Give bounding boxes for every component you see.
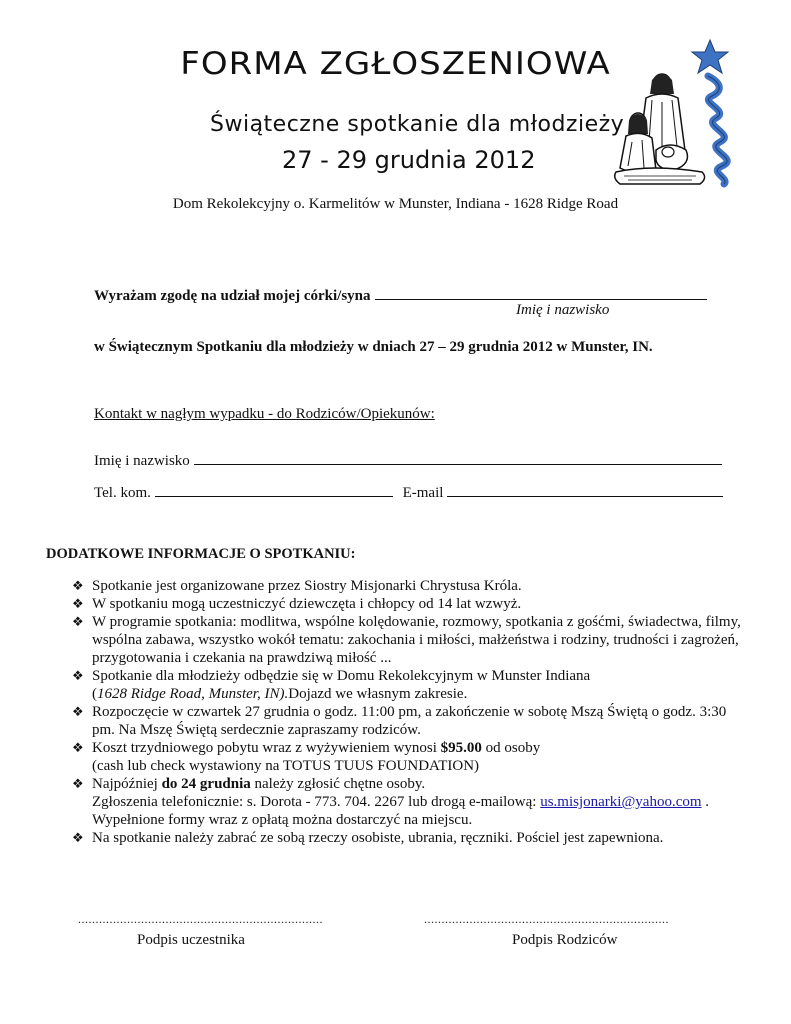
bullet-icon: ❖ [72,704,84,719]
list-item: ❖ Koszt trzydniowego pobytu wraz z wyżywieniem wynosi $95.00 od osoby (cash lub check wystawiony na TOTUS TUUS FOUNDATION) [72,740,541,774]
bullet-icon: ❖ [72,596,84,611]
emergency-name-field[interactable] [194,450,722,465]
list-item: ❖ Rozpoczęcie w czwartek 27 grudnia o godz. 11:00 pm, a zakończenie w sobotę Mszą Świętą o godz. 3:30 pm. Na Mszę Świętą serdecznie zapraszamy rodziców. [72,704,727,738]
emergency-contact-heading: Kontakt w nagłym wypadku - do Rodziców/Opiekunów: [94,406,435,422]
consent-label: Wyrażam zgodę na udział mojej córki/syna [94,288,371,304]
bullet-icon: ❖ [72,668,84,683]
additional-info-heading: DODATKOWE INFORMACJE O SPOTKANIU: [46,546,356,562]
event-dates: 27 - 29 grudnia 2012 [282,146,536,174]
list-item: ❖ Spotkanie dla młodzieży odbędzie się w Domu Rekolekcyjnym w Munster Indiana (1628 Ridge Road, Munster, IN).Dojazd we własnym zakresie. [72,668,591,702]
list-item: ❖ Na spotkanie należy zabrać ze sobą rzeczy osobiste, ubrania, ręczniki. Pościel jest zapewniona. [72,830,664,846]
price: $95.00 [440,740,482,756]
list-item: ❖ Spotkanie jest organizowane przez Siostry Misjonarki Chrystusa Króla. [72,578,522,594]
parents-signature-line[interactable]: ...................................................................... [424,912,669,926]
deadline: do 24 grudnia [161,776,251,792]
venue-address: Dom Rekolekcyjny o. Karmelitów w Munster, Indiana - 1628 Ridge Road [172,196,619,212]
bullet-icon: ❖ [72,614,84,629]
list-item: ❖ Najpóźniej do 24 grudnia należy zgłosić chętne osoby. Zgłoszenia telefonicznie: s. Dorota - 773. 704. 2267 lub drogą e-mailową: us.misjonarki@yahoo.com . Wypełnione formy wraz z opłatą można dostarczyć na miejscu. [72,776,710,828]
parents-signature-label: Podpis Rodziców [512,932,618,948]
bullet-icon: ❖ [72,830,84,845]
emergency-name-row [94,450,722,470]
emergency-name-label: Imię i nazwisko [94,453,190,469]
child-name-hint: Imię i nazwisko [516,302,610,318]
list-item: ❖ W programie spotkania: modlitwa, wspólne kolędowanie, rozmowy, spotkania z gośćmi, świadectwa, filmy, wspólna zabawa, wszystko wokół tematu: zakochania i miłości, małżeństwa i rodziny, trudności i zagrożeń, przygotowania i czekania na prawdziwą miłość ... [72,614,741,666]
email-link[interactable]: us.misjonarki@yahoo.com [540,794,702,810]
email-field[interactable] [447,482,723,497]
form-title: FORMA ZGŁOSZENIOWA [180,45,611,83]
bullet-icon: ❖ [72,578,84,593]
nativity-christmas-tree-icon [612,38,742,188]
phone-label: Tel. kom. [94,485,151,501]
emergency-contact-row [94,482,723,502]
info-list [72,577,752,847]
phone-field[interactable] [155,482,393,497]
list-item: ❖ W spotkaniu mogą uczestniczyć dziewczęta i chłopcy od 14 lat wzwyż. [72,596,522,612]
consent-event-statement: w Świątecznym Spotkaniu dla młodzieży w dniach 27 – 29 grudnia 2012 w Munster, IN. [94,339,653,355]
form-subtitle: Świąteczne spotkanie dla młodzieży [210,112,625,137]
child-name-field[interactable] [375,285,707,300]
email-label: E-mail [402,485,444,501]
participant-signature-label: Podpis uczestnika [137,932,245,948]
bullet-icon: ❖ [72,740,84,755]
consent-statement [94,285,707,305]
participant-signature-line[interactable]: ...................................................................... [78,912,323,926]
bullet-icon: ❖ [72,776,84,791]
